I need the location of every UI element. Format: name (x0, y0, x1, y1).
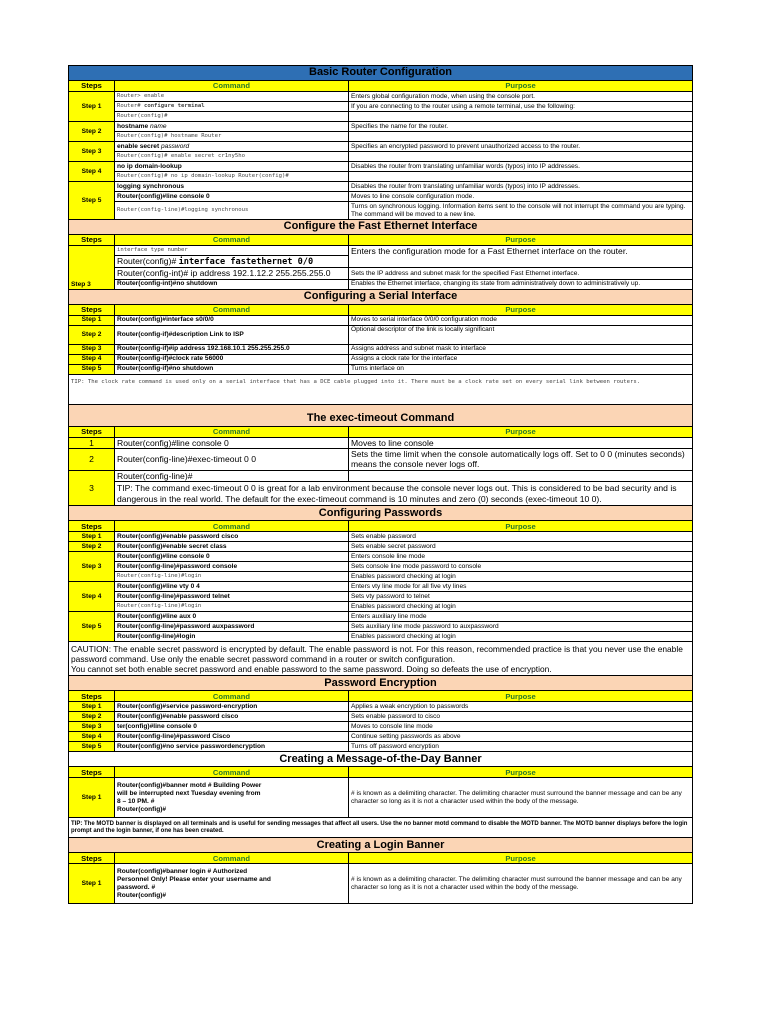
section-title: Creating a Login Banner (69, 838, 693, 853)
table-header (69, 426, 693, 437)
table-header (69, 235, 693, 246)
table-row (69, 542, 693, 552)
table-row (69, 92, 693, 102)
section-title-basic (69, 66, 693, 81)
header-command: Command (115, 691, 349, 702)
command-cell (115, 256, 349, 268)
command-cell: no ip domain-lookup (115, 162, 349, 172)
section-title-encryption (69, 676, 693, 691)
command-cell: Router(config-line)#logging synchronous (115, 202, 349, 220)
step-label: Step 5 (69, 612, 115, 642)
purpose-cell: Turns off password encryption (349, 742, 693, 752)
purpose-cell: Specifies an encrypted password to prevent unauthorized access to the router. (349, 142, 693, 152)
table-header (69, 691, 693, 702)
section-title: Configuring a Serial Interface (69, 289, 693, 304)
table-row (69, 344, 693, 354)
cheat-sheet (68, 65, 692, 904)
purpose-cell: Sets enable password to cisco (349, 712, 693, 722)
header-command: Command (115, 853, 349, 864)
table-row (69, 864, 693, 904)
header-purpose: Purpose (349, 426, 693, 437)
command-cell: Router(config)#enable password cisco (115, 532, 349, 542)
table-row (69, 246, 693, 256)
section-title: Basic Router Configuration (69, 66, 693, 81)
table-row (69, 572, 693, 582)
purpose-cell: Assigns a clock rate for the interface (349, 354, 693, 364)
command-keyword: interface fastethernet 0/0 (178, 257, 314, 267)
command-cell: Router(config)#enable password cisco (115, 712, 349, 722)
header-purpose: Purpose (349, 853, 693, 864)
table-header (69, 521, 693, 532)
command-cell (115, 122, 349, 132)
purpose-cell-empty (349, 152, 693, 162)
command-cell: Router(config)#banner login # Authorized Personnel Only! Please enter your username and password. # Router(config)# (115, 864, 349, 904)
command-cell: Router(config-if)#clock rate 56000 (115, 354, 349, 364)
purpose-cell: Enters auxiliary line mode (349, 612, 693, 622)
command-cell: Router(config)#banner motd # Building Power will be interrupted next Tuesday evening from 8 – 10 PM. # Router(config)# (115, 778, 349, 818)
command-cell: Router(config-line)#password telnet (115, 592, 349, 602)
table-header (69, 304, 693, 315)
section-title: Creating a Message-of-the-Day Banner (69, 752, 693, 767)
purpose-cell: Moves to serial interface 0/0/0 configuration mode (349, 315, 693, 325)
section-title-serial (69, 289, 693, 304)
section-title: Configuring Passwords (69, 506, 693, 521)
purpose-cell: Applies a weak encryption to passwords (349, 702, 693, 712)
header-steps: Steps (69, 235, 115, 246)
command-cell: Router(config-line)#login (115, 572, 349, 582)
command-cell: Router(config)#line console 0 (115, 192, 349, 202)
command-keyword: enable secret (117, 142, 160, 150)
command-cell: Router(config)#interface s0/0/0 (115, 315, 349, 325)
table-row (69, 325, 693, 344)
command-prompt: Router# (117, 103, 141, 110)
step-label: Step 3 (69, 142, 115, 162)
command-cell: Router(config)# no ip domain-lookup Router(config)# (115, 172, 349, 182)
header-steps: Steps (69, 81, 115, 92)
step-label: Step 1 (69, 92, 115, 122)
purpose-cell: Enters the configuration mode for a Fast Ethernet interface on the router. (349, 246, 693, 268)
table-row (69, 437, 693, 448)
purpose-cell: Sets auxiliary line mode password to auxpassword (349, 622, 693, 632)
command-cell: logging synchronous (115, 182, 349, 192)
step-label: Step 1 (69, 702, 115, 712)
purpose-cell: Sets the IP address and subnet mask for the specified Fast Ethernet interface. (349, 268, 693, 279)
purpose-cell: Sets the time limit when the console automatically logs off. Set to 0 0 (minutes seconds) means the console never logs off. (349, 448, 693, 470)
header-command: Command (115, 426, 349, 437)
purpose-cell-empty (349, 132, 693, 142)
table-row (69, 632, 693, 642)
command-cell: Router(config)#line aux 0 (115, 612, 349, 622)
header-purpose: Purpose (349, 235, 693, 246)
step-label: Step 3 (69, 722, 115, 732)
command-cell: Router(config)#line console 0 (115, 437, 349, 448)
purpose-cell: Moves to console line mode (349, 722, 693, 732)
step-label: Step 3 (69, 246, 115, 290)
step-label: 2 (69, 448, 115, 470)
purpose-cell: Disables the router from translating unfamiliar words (typos) into IP addresses. (349, 162, 693, 172)
header-command: Command (115, 304, 349, 315)
step-label: Step 3 (69, 344, 115, 354)
step-label: Step 4 (69, 582, 115, 612)
table-row (69, 315, 693, 325)
table-row (69, 592, 693, 602)
table-row (69, 182, 693, 192)
header-steps: Steps (69, 521, 115, 532)
section-title-fast-ethernet (69, 220, 693, 235)
step-label: Step 5 (69, 364, 115, 374)
step-label: Step 2 (69, 122, 115, 142)
purpose-cell: Enables the Ethernet interface, changing its state from administratively down to administratively up. (349, 279, 693, 289)
table-row (69, 132, 693, 142)
command-cell: Router(config-line)#exec-timeout 0 0 (115, 448, 349, 470)
header-steps: Steps (69, 691, 115, 702)
step-label: Step 1 (69, 315, 115, 325)
command-keyword: configure terminal (143, 103, 205, 110)
purpose-cell: Enables password checking at login (349, 602, 693, 612)
command-cell: Router(config)#no service passwordencryption (115, 742, 349, 752)
section-title: Configure the Fast Ethernet Interface (69, 220, 693, 235)
step-label: 1 (69, 437, 115, 448)
step-label: Step 4 (69, 354, 115, 364)
command-cell: Router(config)# hostname Router (115, 132, 349, 142)
table-row (69, 482, 693, 506)
command-cell: Router(config)#line console 0 (115, 552, 349, 562)
command-cell: Router(config-line)#password Cisco (115, 732, 349, 742)
step-label: Step 3 (69, 552, 115, 582)
step-label: Step 1 (69, 778, 115, 818)
purpose-cell: Enters vty line mode for all five vty lines (349, 582, 693, 592)
table-row (69, 778, 693, 818)
header-steps: Steps (69, 853, 115, 864)
purpose-cell-empty (349, 172, 693, 182)
purpose-cell: # is known as a delimiting character. The delimiting character must surround the banner message and can be any character so long as it is not a character used within the body of the message. (349, 778, 693, 818)
table-header (69, 81, 693, 92)
table-row (69, 364, 693, 374)
command-cell: Router(config-if)#no shutdown (115, 364, 349, 374)
caution-row (69, 642, 693, 676)
table-row (69, 192, 693, 202)
command-cell: Router(config-line)#password auxpassword (115, 622, 349, 632)
table-row (69, 102, 693, 112)
table-row (69, 172, 693, 182)
header-purpose: Purpose (349, 691, 693, 702)
step-label: Step 2 (69, 712, 115, 722)
tip-text: TIP: The MOTD banner is displayed on all terminals and is useful for sending messages that affect all users. Use the no banner motd command to disable the MOTD banner. The MOTD banner displays before the login prompt and the login banner, if one has been created. (69, 818, 693, 838)
step-label: Step 5 (69, 742, 115, 752)
table-row (69, 122, 693, 132)
purpose-cell: Enters global configuration mode, when using the console port. (349, 92, 693, 102)
purpose-cell: Turns interface on (349, 364, 693, 374)
purpose-cell: Enters console line mode (349, 552, 693, 562)
table-row (69, 562, 693, 572)
purpose-cell: If you are connecting to the router using a remote terminal, use the following: (349, 102, 693, 112)
table-row (69, 532, 693, 542)
command-cell: Router(config-if)#ip address 192.168.10.1 255.255.255.0 (115, 344, 349, 354)
header-command: Command (115, 81, 349, 92)
step-label: Step 2 (69, 325, 115, 344)
purpose-cell: Specifies the name for the router. (349, 122, 693, 132)
command-cell: Router> enable (115, 92, 349, 102)
step-label: Step 1 (69, 532, 115, 542)
section-title-passwords (69, 506, 693, 521)
table-row (69, 470, 693, 481)
step-label: Step 1 (69, 864, 115, 904)
caution-text: CAUTION: The enable secret password is encrypted by default. The enable password is not. For this reason, recommended practice is that you never use the enable password command. Use only the enable secret password command in a router or switch configuration. You cannot set both enable secret password and enable password to the same password. Doing so defeats the use of encryption. (69, 642, 693, 676)
table-row (69, 702, 693, 712)
purpose-cell: Sets enable password (349, 532, 693, 542)
table-row (69, 602, 693, 612)
purpose-cell: # is known as a delimiting character. The delimiting character must surround the banner message and can be any character so long as it is not a character used within the body of the message. (349, 864, 693, 904)
step-label: Step 4 (69, 732, 115, 742)
table-row (69, 448, 693, 470)
header-steps: Steps (69, 426, 115, 437)
table-row (69, 112, 693, 122)
header-purpose: Purpose (349, 521, 693, 532)
purpose-cell: Turns on synchronous logging. Information items sent to the console will not interrupt the command you are typing. The command will be moved to a new line. (349, 202, 693, 220)
command-cell: Router(config-line)#login (115, 632, 349, 642)
purpose-cell: Sets vty password to telnet (349, 592, 693, 602)
header-command: Command (115, 235, 349, 246)
purpose-cell: Sets console line mode password to console (349, 562, 693, 572)
config-table (68, 65, 693, 904)
command-cell: Router(config-line)#login (115, 602, 349, 612)
header-purpose: Purpose (349, 767, 693, 778)
command-cell: Router(config-int)# ip address 192.1.12.2 255.255.255.0 (115, 268, 349, 279)
tip-text: TIP: The command exec-timeout 0 0 is great for a lab environment because the console never logs out. This is considered to be bad security and is dangerous in the real world. The default for the exec-timeout command is 10 minutes and zero (0) seconds (exec-timeout 10 0). (115, 482, 693, 506)
table-header (69, 853, 693, 864)
table-row (69, 142, 693, 152)
section-title: The exec-timeout Command (69, 404, 693, 426)
header-steps: Steps (69, 304, 115, 315)
table-row (69, 268, 693, 279)
command-cell: ter(config)#line console 0 (115, 722, 349, 732)
command-cell: Router(config-line)# (115, 470, 349, 481)
table-row (69, 582, 693, 592)
purpose-cell: Disables the router from translating unfamiliar words (typos) into IP addresses. (349, 182, 693, 192)
command-cell: Router(config)# (115, 112, 349, 122)
tip-row (69, 818, 693, 838)
table-row (69, 279, 693, 289)
command-arg: name (150, 122, 167, 130)
purpose-cell-empty (349, 112, 693, 122)
command-prompt: Router(config)# (117, 256, 177, 266)
command-cell: Router(config-int)#no shutdown (115, 279, 349, 289)
table-row (69, 732, 693, 742)
purpose-cell: Sets enable secret password (349, 542, 693, 552)
command-arg: password (161, 142, 190, 150)
section-title: Password Encryption (69, 676, 693, 691)
table-row (69, 722, 693, 732)
purpose-cell: Optional descriptor of the link is locally significant (349, 325, 693, 344)
section-title-exec-timeout (69, 404, 693, 426)
command-cell: interface type number (115, 246, 349, 256)
table-row (69, 742, 693, 752)
step-label: Step 4 (69, 162, 115, 182)
purpose-cell-empty (349, 470, 693, 481)
command-cell (115, 102, 349, 112)
section-title-motd (69, 752, 693, 767)
command-cell: Router(config)# enable secret cr1ny5ho (115, 152, 349, 162)
purpose-cell: Assigns address and subnet mask to interface (349, 344, 693, 354)
table-row (69, 162, 693, 172)
command-cell: Router(config)#service password-encryption (115, 702, 349, 712)
step-label: Step 2 (69, 542, 115, 552)
tip-row (69, 374, 693, 404)
command-cell: Router(config-line)#password console (115, 562, 349, 572)
purpose-cell: Moves to line console configuration mode. (349, 192, 693, 202)
header-purpose: Purpose (349, 81, 693, 92)
table-row (69, 622, 693, 632)
header-command: Command (115, 767, 349, 778)
table-row (69, 712, 693, 722)
purpose-cell: Enables password checking at login (349, 572, 693, 582)
table-row (69, 354, 693, 364)
tip-text: TIP: The clock rate command is used only on a serial interface that has a DCE cable plugged into it. There must be a clock rate set on every serial link between routers. (69, 374, 693, 404)
header-steps: Steps (69, 767, 115, 778)
command-cell: Router(config)#line vty 0 4 (115, 582, 349, 592)
header-purpose: Purpose (349, 304, 693, 315)
step-label: Step 5 (69, 182, 115, 220)
command-keyword: hostname (117, 122, 149, 130)
table-row (69, 202, 693, 220)
purpose-cell: Moves to line console (349, 437, 693, 448)
table-row (69, 552, 693, 562)
section-title-login-banner (69, 838, 693, 853)
step-label: 3 (69, 470, 115, 505)
table-row (69, 612, 693, 622)
header-command: Command (115, 521, 349, 532)
table-header (69, 767, 693, 778)
purpose-cell: Enables password checking at login (349, 632, 693, 642)
command-cell: Router(config)#enable secret class (115, 542, 349, 552)
command-cell: Router(config-if)#description Link to ISP (115, 325, 349, 344)
table-row (69, 152, 693, 162)
purpose-cell: Continue setting passwords as above (349, 732, 693, 742)
command-cell (115, 142, 349, 152)
